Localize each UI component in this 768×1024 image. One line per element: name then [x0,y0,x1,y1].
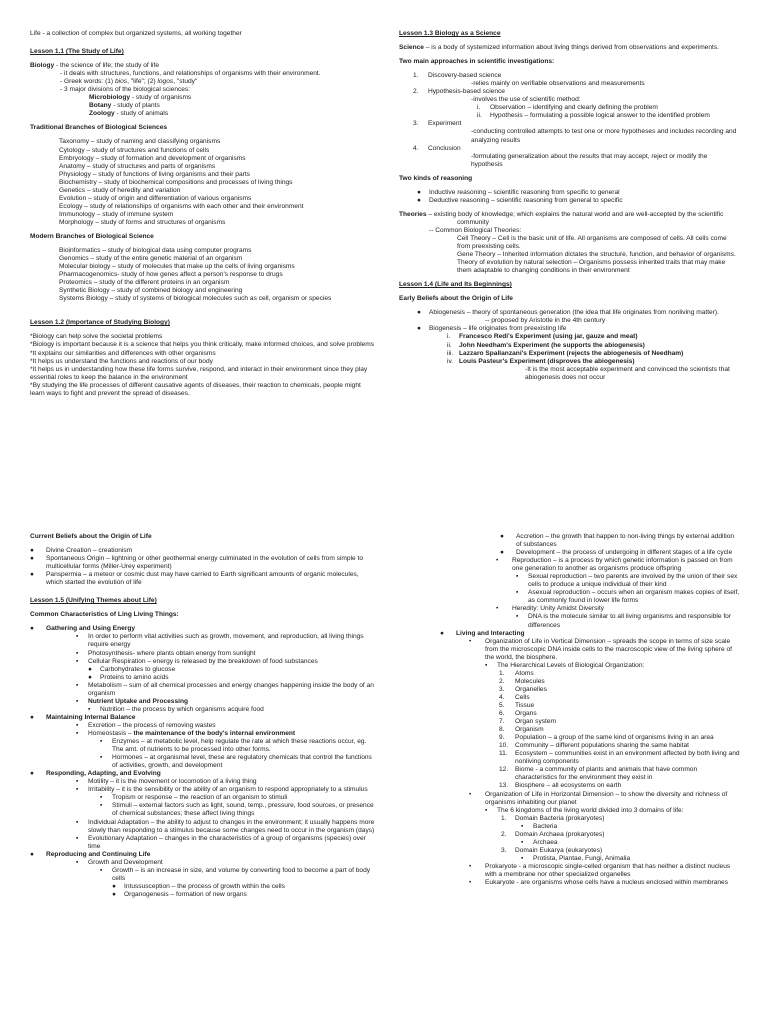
hierarchy-levels-list [485,670,740,791]
hierarchy-level-item: 13. Biosphere – all ecosystems on earth [499,782,622,790]
traditional-branch-item: Biochemistry – study of biochemical compositions and processes of living things [59,178,293,186]
hierarchy-level-item: 10. Community – different populations sharing the same habitat [499,742,689,750]
hierarchy-level-item: 6. Organs [499,710,537,718]
approaches-title: Two main approaches in scientific investigations: [399,58,555,66]
growth-continued: ● Accretion – the growth that happen to non-living things by external addition of substances ● Development – the process of undergoing in different stages of a life cycle [500,533,735,557]
common-characteristics-title: Common Characteristics of Ling Living Things: [30,611,179,619]
importance-item: *It helps us in understanding how these life forms survive, respond, and interact in their environment since they play essential roles to keep the balance in the environment [30,365,368,381]
hierarchy-level-item: 2. Molecules [499,677,545,685]
characteristics-list: ● Gathering and Using Energy ▪ In order to perform vital activities such as growth, movement, and reproduction, all living things require energy ▪ Photosynthesis- where plants obtain energy from sunlight ▪ Cellular Respiration – energy is released by the breakdown of food substances ● Carbohydrates to glucose ● Proteins to amino acids ▪ Metabolism – sum of all chemical processes and energy changes happening inside the body of an organism ▪ Nutrient Uptake and Processing ▪ Nutrition – the process by which organisms acquire food ● Maintaining Internal Balance ▪ Excretion – the process of removing wastes ▪ Homeostasis – the maintenance of the body's internal environment ▪ Enzymes – at metabolic level, help regulate the rate at which these reactions occur, eg. The amt. of nutrients to be processed into other forms. ▪ Hormones – at organismal level, these are regulatory chemicals that control the functions of activities, growth, and development ● Responding, Adapting, and Evolving ▪ Motility – it is the movement or locomotion of a living thing ▪ Irritability – it is the sensibility or the ability of an organism to respond appropriately to a stimulus ▪ Tropism or response – the reaction of an organism to stimuli ▪ Stimuli – external factors such as light, sound, temp., pressure, food sources, or presence of chemical substances; these affect living things ▪ Individual Adaptation – the ability to adjust to changes in the environment; it usually happens more slowly than responding to a stimulus because some changes need to occur in the organism (days) ▪ Evolutionary Adaptation – changes in the characteristics of a group of organisms (species) over time ● Reproducing and Continuing Life ▪ Growth and Development ▪ Growth – is an increase in size, and volume by converting food to become a part of body cells ● Intussusception – the process of growth within the cells ● Organogenesis – formation of new organs [30,625,375,898]
intro-text: Life - a collection of complex but organized systems, all working together [30,30,242,37]
traditional-branches-list [30,138,375,227]
importance-list [30,333,375,397]
traditional-branch-item: Evolution – study of origin and differentiation of various organisms [59,194,252,202]
hierarchy-level-item: 3. Organelles [499,685,547,693]
hierarchy-level-item: 1. Atoms [499,669,534,677]
traditional-branch-item: Immunology – study of immune system [59,210,174,218]
modern-branches-list [30,247,375,303]
hierarchy-level-item: 5. Tissue [499,701,535,709]
hierarchy-level-item: 11. Ecosystem – communities exist in an environment affected by both living and nonliving components [499,750,740,766]
modern-branch-item: Molecular biology – study of molecules that make up the cells of living organisms [59,263,295,271]
traditional-branch-item: Anatomy – study of structures and parts of organisms [59,162,216,170]
living-interacting: ● Living and Interacting • Organization of Life in Vertical Dimension – spreads the scope in terms of size scale from the microscopic DNA inside cells to the macroscopic view of the living sphere of the world, the biosphere. ▪ The Hierarchical Levels of Biological Organization: 1. Atoms 2. Molecules 3. Organelles 4. Cells 5. Tissue 6. Organs 7. Organ system 8. Organism 9. Population – a group of the same kind of organisms living in an area 10. Community – different populations sharing the same habitat 11. Ecosystem – communities exist in an environment affected by both living and nonliving components 12. Biome - a community of plants and animals that have common characteristics for the environment they exist in 13. Biosphere – all ecosystems on earth • Organization of Life in Horizontal Dimension – to show the diversity and richness of organisms inhabiting our planet ▪ The 6 kingdoms of the living world divided into 3 domains of life: 1. Domain Bacteria (prokaryotes) ▪ Bacteria 2. Domain Archaea (prokaryotes) ▪ Archaea 3. Domain Eukarya (eukaryotes) ▪ Protista, Plantae, Fungi, Animalia • Prokaryote - a microscopic single-celled organism that has neither a distinct nucleus with a membrane nor other specialized organelles • Eukaryote - are organisms whose cells have a nucleus enclosed within membranes [440,629,740,887]
importance-item: *It helps us understand the functions and reactions of our body [30,357,213,365]
lesson-1-4-title: Lesson 1.4 (Life and Its Beginnings) [399,281,512,289]
hierarchy-level-item: 8. Organism [499,726,544,734]
early-beliefs-list: ● Abiogenesis – theory of spontaneous generation (the idea that life originates from nonliving matter). -- proposed by Aristotle in the 4th century ● Biogenesis – life originates from preexisting life i. Francesco Redi's Experiment (using jar, gauze and meat) ii. John Needham's Experiment (he supports the abiogenesis) iii. Lazzaro Spallanzani's Experiment (rejects the abiogenesis of Needham) iv. Louis Pasteur's Experiment (disproves the abiogenesis) -It is the most acceptable experiment and convinced the scientists that abiogenesis does not occur [417,309,730,381]
current-beliefs-title: Current Beliefs about the Origin of Life [30,533,152,540]
modern-branch-item: Proteomics – study of the different proteins in an organism [59,279,230,287]
traditional-branch-item: Morphology – study of forms and structures of organisms [59,218,226,226]
current-beliefs-list [30,547,375,587]
lesson-1-3-title: Lesson 1.3 Biology as a Science [399,30,501,37]
top-right-column [399,30,739,382]
importance-item: *Biology can help solve the societal problems [30,333,163,341]
current-belief-item: ● Spontaneous Origin – lightning or other geothermal energy culminated in the evolution of cells from simple to multicellular forms (Miller-Urey experiment) [30,555,364,571]
modern-branch-item: Pharmacogenomics- study of how genes affect a person's response to drugs [59,271,283,279]
biology-definition: Biology - the science of life; the study of life [30,62,160,70]
modern-branch-item: Bioinformatics – study of biological data using computer programs [59,247,252,255]
approaches-list: 1. Discovery-based science -relies mainly on verifiable observations and measurements 2. Hypothesis-based science -involves the use of scientific method: i. Observation – identifying and clearly defining the problem ii. Hypothesis – formulating a possible logical answer to the identified problem 3. Experiment -conducting controlled attempts to test one or more hypotheses and includes recording and analyzing results 4. Conclusion -formulating generalization about the results that may accept, reject or modify the hypothesis [413,72,737,168]
lesson-1-5-title: Lesson 1.5 (Unifying Themes about Life) [30,597,157,605]
traditional-branch-item: Physiology – study of functions of living organisms and their parts [59,170,250,178]
hierarchy-level-item: 7. Organ system [499,718,557,726]
reproduction-section: • Reproduction – is a process by which genetic information is passed on from one generation to another as organisms produce offspring ▪ Sexual reproduction – two parents are involved by the union of their sex cells to produce a unique individual of their kind ▪ Asexual reproduction – occurs when an organism makes copies of itself, as commonly found in lower life forms • Heredity: Unity Amidst Diversity ▪ DNA is the molecule similar to all living organisms and responsible for differences [496,557,740,629]
modern-branch-item: Genomics – study of the entire genetic material of an organism [59,255,243,263]
modern-branch-item: Systems Biology – study of systems of biological molecules such as cell, organism or species [59,295,332,303]
traditional-branch-item: Genetics – study of heredity and variation [59,186,181,194]
hierarchy-level-item: 4. Cells [499,693,530,701]
hierarchy-level-item: 12. Biome - a community of plants and animals that have common characteristics for the environment they exist in [499,766,698,782]
current-belief-item: ● Panspermia – a meteor or cosmic dust may have carried to Earth significant amounts of organic molecules, which started the evolution of life [30,571,359,587]
lesson-1-1-title: Lesson 1.1 (The Study of Life) [30,48,124,56]
importance-item: *It explains our similarities and differences with other organisms [30,349,216,357]
reasoning-title: Two kinds of reasoning [399,174,473,182]
biology-details: - it deals with structures, functions, and relationships of organisms with their environment. - Greek words: (1) bios, "life"; (2) logos, "study" - 3 major divisions of the biological sciences: Microbiology - study of organisms Botany - study of plants Zoology - study of animals [60,70,321,118]
lesson-1-2-title: Lesson 1.2 (Importance of Studying Biology) [30,319,170,327]
common-theories-label: -- Common Biological Theories: [429,226,522,234]
top-left-column [30,30,375,398]
theories-list: Cell Theory – Cell is the basic unit of life. All organisms are composed of cells. All cells come from preexisting cells. Gene Theory – Inherited information dictates the structure, function, and behavior of organisms. Theory of evolution by natural selection – Organisms possess inherited traits that may make them adaptable to changing conditions in their environment [457,234,736,275]
traditional-branches-title: Traditional Branches of Biological Sciences [30,124,168,132]
reasoning-list: ● Inductive reasoning – scientific reasoning from specific to general ● Deductive reasoning – scientific reasoning from general to specific [417,188,623,204]
current-belief-item: ● Divine Creation – creationism [30,547,133,555]
science-definition: Science – is a body of systemized information about living things derived from observations and experiments. [399,44,719,52]
traditional-branch-item: Cytology – study of structures and functions of cells [59,146,210,154]
traditional-branch-item: Embryology – study of formation and development of organisms [59,154,246,162]
bottom-right-column [440,533,740,887]
modern-branch-item: Synthetic Biology – study of combined biology and engineering [59,287,243,295]
importance-item: *By studying the life processes of different causative agents of diseases, their reaction to chemicals, people might learn ways to fight and prevent the spread of diseases. [30,381,361,397]
early-beliefs-title: Early Beliefs about the Origin of Life [399,295,513,303]
traditional-branch-item: Ecology – study of relationships of organisms with each other and their environment [59,202,304,210]
importance-item: *Biology is important because it is a science that helps you think critically, make informed choices, and solve problems [30,341,375,349]
hierarchy-level-item: 9. Population – a group of the same kind of organisms living in an area [499,734,714,742]
bottom-left-column [30,533,375,899]
theories-definition: Theories – existing body of knowledge; which explains the natural world and are well-accepted by the scientific community [399,210,724,226]
traditional-branch-item: Taxonomy – study of naming and classifying organisms [59,138,221,146]
modern-branches-title: Modern Branches of Biological Science [30,232,154,240]
